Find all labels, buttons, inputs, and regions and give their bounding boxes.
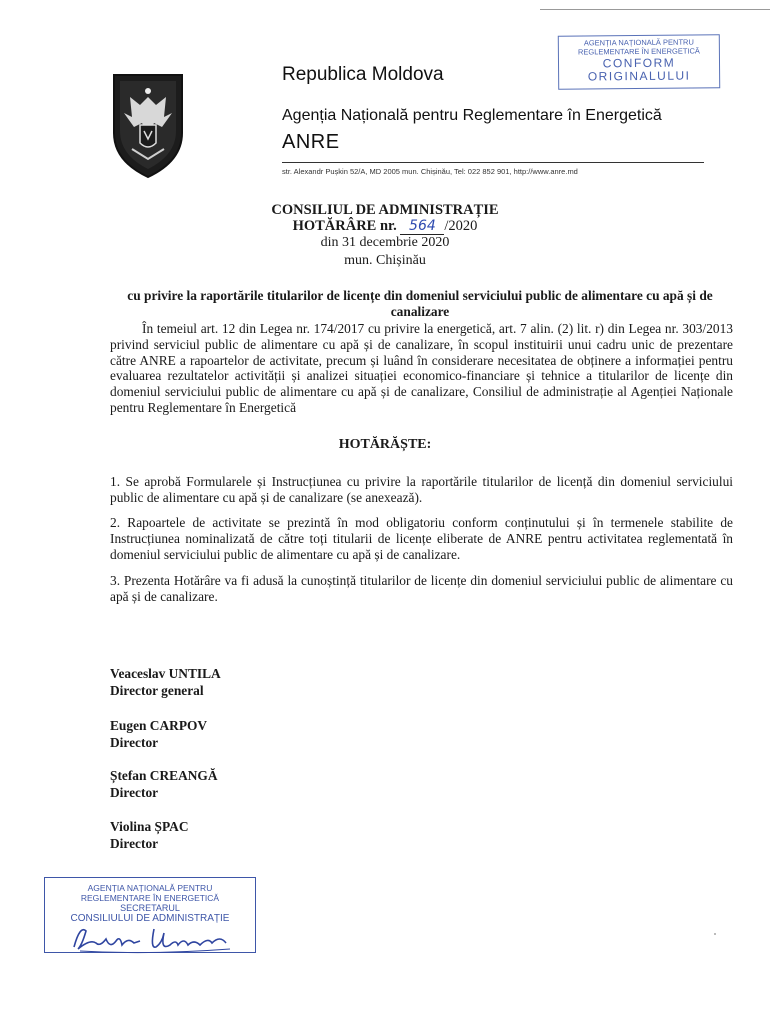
- signatory-1: [110, 665, 221, 699]
- signatory-name: Violina ȘPAC: [110, 819, 189, 834]
- decision-date: din 31 decembrie 2020: [320, 235, 450, 250]
- stamp-bottom-line3: SECRETARUL: [120, 903, 180, 913]
- agency-address: str. Alexandr Pușkin 52/A, MD 2005 mun. Chișinău, Tel: 022 852 901, http://www.anre.md: [282, 167, 578, 176]
- agency-acronym: ANRE: [282, 131, 340, 153]
- decides-heading: HOTĂRĂȘTE:: [338, 437, 432, 452]
- preamble-paragraph: În temeiul art. 12 din Legea nr. 174/2017 cu privire la energetică, art. 7 alin. (2) lit. r) din Legea nr. 303/2013 privind serviciul public de alimentare cu apă și de canalizare, în scopul instituirii unui cadru unic de prezentare către ANRE a rapoartelor de activitate, precum și luând în considerare necesitatea de obținere a informației pentru evaluarea rezultatelor activității și analizei situației economico-financiare și tehnice a titularilor de licențe din domeniul serviciului public de alimentare cu apă și de canalizare, Consiliul de administrație al Agenției Naționale pentru Reglementare în Energetică: [110, 321, 733, 415]
- scan-artifact: [714, 933, 716, 935]
- signatory-3: [110, 767, 218, 801]
- secretary-signature: [70, 921, 240, 955]
- signatory-2: [110, 717, 207, 751]
- scan-edge-line: [540, 9, 770, 10]
- article-1: 1. Se aprobă Formularele și Instrucțiunea cu privire la raportările titularilor de licență din domeniul serviciului public de alimentare cu apă și de canalizare (se anexează).: [110, 474, 733, 505]
- signatory-4: [110, 818, 189, 852]
- decision-year: /2020: [444, 218, 478, 234]
- country-name: Republica Moldova: [282, 64, 444, 85]
- signatory-role: Director: [110, 836, 159, 851]
- decision-city: mun. Chișinău: [344, 253, 426, 268]
- stamp-top-line3: CONFORM: [602, 55, 676, 71]
- signatory-role: Director general: [110, 683, 204, 698]
- decision-number: 564: [400, 218, 444, 235]
- signatory-name: Veaceslav UNTILA: [110, 666, 221, 681]
- signatory-name: Ștefan CREANGĂ: [110, 768, 218, 783]
- stamp-top-line2: REGLEMENTARE ÎN ENERGETICĂ: [577, 46, 700, 57]
- conform-original-stamp: [558, 34, 720, 89]
- moldova-coat-of-arms-icon: [100, 67, 196, 180]
- decision-subject: cu privire la raportările titularilor de licențe din domeniul serviciului public de alimentare cu apă și de canalizare: [127, 288, 713, 319]
- signatory-role: Director: [110, 735, 159, 750]
- signatory-name: Eugen CARPOV: [110, 718, 208, 733]
- agency-name: Agenția Națională pentru Reglementare în Energetică: [282, 107, 662, 124]
- stamp-bottom-line2: REGLEMENTARE ÎN ENERGETICĂ: [80, 893, 220, 903]
- signatory-role: Director: [110, 785, 159, 800]
- council-title: CONSILIUL DE ADMINISTRAȚIE: [271, 202, 499, 218]
- stamp-top-line1: AGENȚIA NAȚIONALĂ PENTRU: [583, 37, 694, 48]
- article-2: 2. Rapoartele de activitate se prezintă în mod obligatoriu conform conținutului și în termenele stabilite de Instrucțiunea nominalizată de către toți titularii de licențe eliberate de ANRE pentru activitatea reglementată în domeniul serviciului public de alimentare cu apă și de canalizare.: [110, 515, 733, 562]
- stamp-top-line4: ORIGINALULUI: [587, 68, 691, 84]
- stamp-bottom-line4: CONSILIULUI DE ADMINISTRAȚIE: [70, 913, 230, 924]
- stamp-bottom-line1: AGENȚIA NAȚIONALĂ PENTRU: [87, 883, 213, 893]
- decision-label: HOTĂRÂRE nr.: [292, 218, 397, 234]
- decision-number-line: [0, 218, 770, 235]
- article-3: 3. Prezenta Hotărâre va fi adusă la cunoștință titularilor de licențe din domeniul serviciului public de alimentare cu apă și de canalizare.: [110, 573, 733, 604]
- header-divider: [282, 162, 704, 163]
